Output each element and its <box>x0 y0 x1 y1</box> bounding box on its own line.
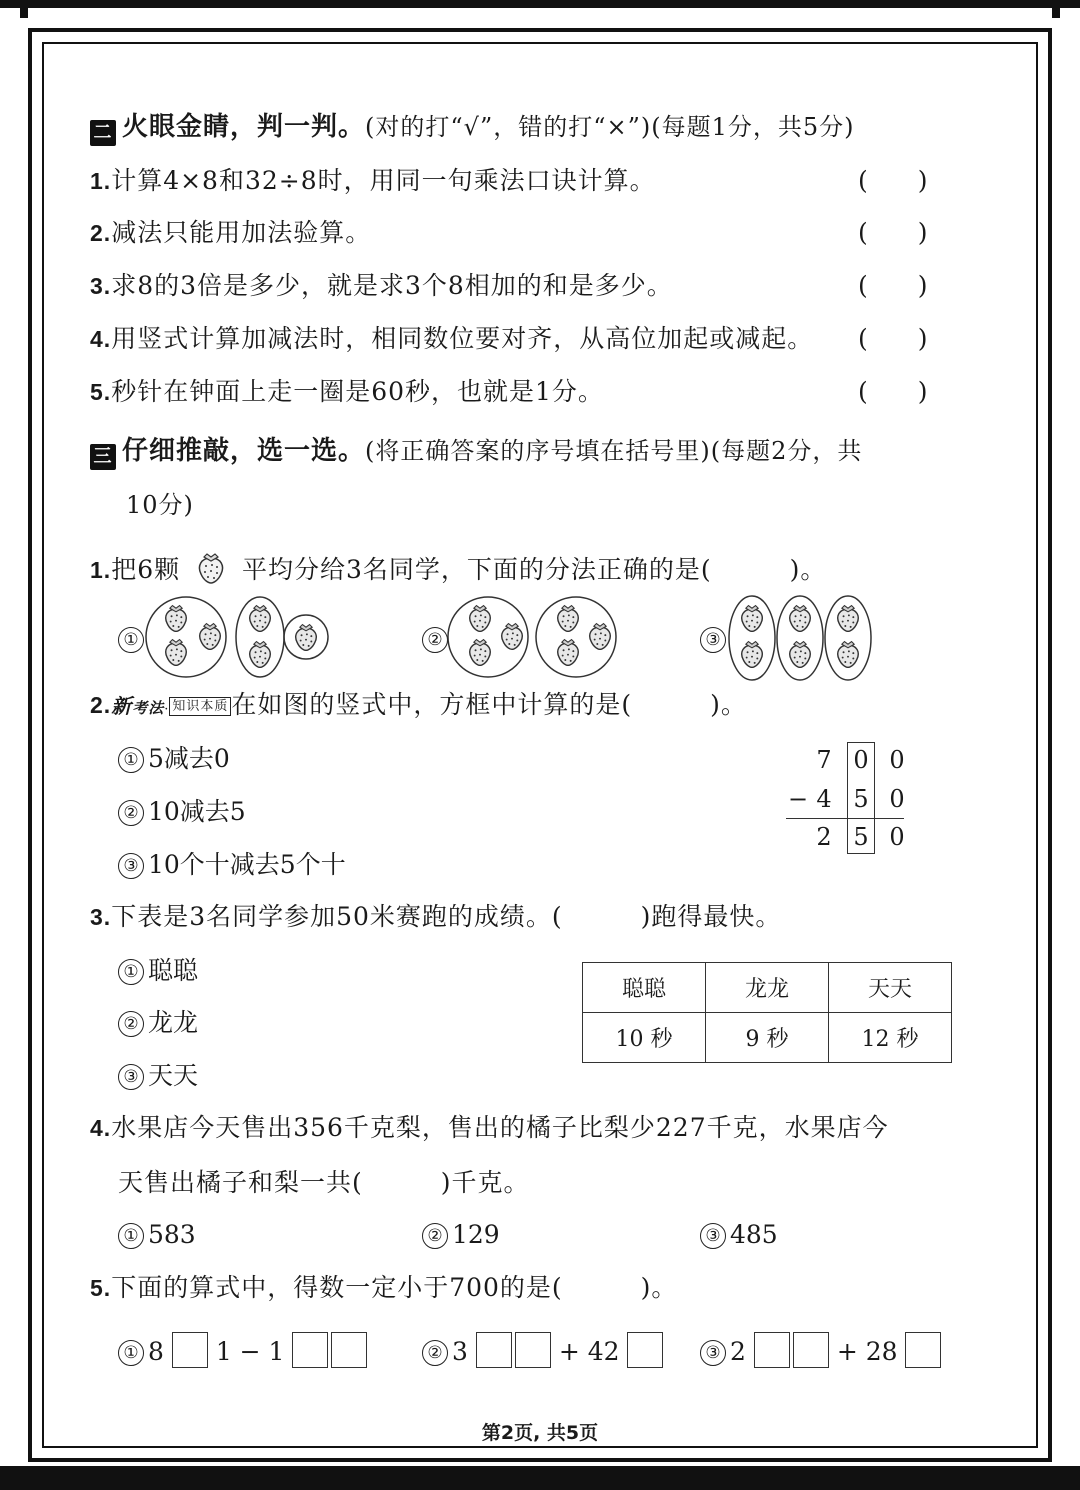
item-text: 计算4×8和32÷8时，用同一句乘法口诀计算。 <box>111 166 656 195</box>
option-mark: ② <box>118 800 144 826</box>
item-number: 4. <box>90 1115 112 1141</box>
section3-number-icon: 三 <box>90 444 116 470</box>
judge-answer-1[interactable]: ( ) <box>858 166 928 195</box>
q5-option-2[interactable] <box>422 1332 663 1368</box>
q3-option-3[interactable] <box>118 1061 198 1091</box>
item-number: 1. <box>90 557 112 583</box>
item-text: 秒针在钟面上走一圈是60秒，也就是1分。 <box>111 377 604 406</box>
table-header-cell: 龙龙 <box>706 963 829 1013</box>
option-mark: ① <box>118 1223 144 1249</box>
calc-digit: 0 <box>889 746 905 774</box>
blank-box[interactable] <box>476 1332 512 1368</box>
calc-digit: 0 <box>853 746 869 774</box>
item-number: 3. <box>90 904 112 930</box>
q5-text: 下面的算式中，得数一定小于700的是( )。 <box>111 1273 678 1302</box>
q1-text-a: 把6颗 <box>111 555 181 584</box>
section2-title: 火眼金睛，判一判。 <box>122 112 366 142</box>
option-digit: 2 <box>730 1337 746 1366</box>
tag-new: 新 <box>111 694 133 718</box>
calc-highlight-box <box>847 742 875 854</box>
option-expr: + 42 <box>558 1337 620 1366</box>
option-mark: ② <box>422 1340 448 1366</box>
q3-text: 下表是3名同学参加50米赛跑的成绩。( )跑得最快。 <box>111 902 782 931</box>
item-number: 5. <box>90 379 112 405</box>
item-number: 4. <box>90 326 112 352</box>
option-mark: ① <box>118 627 144 653</box>
q4-option-3[interactable] <box>700 1220 778 1250</box>
q2-option-3[interactable] <box>118 850 346 880</box>
top-edge-bar <box>0 0 1080 8</box>
judge-answer-3[interactable]: ( ) <box>858 271 928 300</box>
section2-number-icon: 二 <box>90 120 116 146</box>
option-text: 10个十减去5个十 <box>148 850 346 879</box>
q4-option-2[interactable] <box>422 1220 500 1250</box>
q3-option-1[interactable] <box>118 956 198 986</box>
option-text: 天天 <box>148 1061 199 1090</box>
option-mark: ② <box>118 1011 144 1037</box>
blank-box[interactable] <box>627 1332 663 1368</box>
q4-text-line1: 水果店今天售出356千克梨，售出的橘子比梨少227千克，水果店今 <box>111 1113 889 1142</box>
table-row <box>583 1013 952 1063</box>
table-cell: 10 秒 <box>583 1013 706 1063</box>
section3-instruction-cont: 10分) <box>126 491 194 519</box>
option-mark: ③ <box>118 1064 144 1090</box>
judge-item-5 <box>90 377 604 407</box>
blank-box[interactable] <box>905 1332 941 1368</box>
section3-title: 仔细推敲，选一选。 <box>122 436 366 466</box>
left-corner-mark <box>20 0 28 18</box>
item-number: 3. <box>90 273 112 299</box>
calc-digit: 5 <box>853 785 869 813</box>
option-mark: ① <box>118 1340 144 1366</box>
q4-text-line2: 天售出橘子和梨一共( )千克。 <box>118 1168 530 1197</box>
option-text: 129 <box>452 1220 500 1249</box>
choice-q4 <box>90 1113 889 1143</box>
calc-digit: 0 <box>889 785 905 813</box>
table-header-cell: 聪聪 <box>583 963 706 1013</box>
blank-box[interactable] <box>172 1332 208 1368</box>
blank-box[interactable] <box>292 1332 328 1368</box>
q5-option-3[interactable] <box>700 1332 941 1368</box>
calc-digit: 4 <box>816 785 832 813</box>
judge-item-3 <box>90 271 673 301</box>
q2-text: 在如图的竖式中，方框中计算的是( )。 <box>231 690 747 719</box>
option-expr: + 28 <box>836 1337 898 1366</box>
item-number: 5. <box>90 1275 112 1301</box>
tag-kaofa: 考法 <box>132 699 165 717</box>
section2-instruction: (对的打“√”，错的打“×”)(每题1分，共5分) <box>365 113 855 141</box>
option-text: 485 <box>730 1220 778 1249</box>
option-digit: 3 <box>452 1337 468 1366</box>
choice-q2: 2.新考法· 知识本质 在如图的竖式中，方框中计算的是( )。 <box>90 690 747 719</box>
section3-instruction: (将正确答案的序号填在括号里)(每题2分，共 <box>365 437 863 465</box>
judge-answer-4[interactable]: ( ) <box>858 324 928 353</box>
score-table <box>582 962 952 1063</box>
option-digit: 8 <box>148 1337 164 1366</box>
option-mark: ③ <box>700 627 726 653</box>
item-text: 用竖式计算加减法时，相同数位要对齐，从高位加起或减起。 <box>111 324 814 353</box>
option-mark: ② <box>422 627 448 653</box>
q3-option-2[interactable] <box>118 1008 198 1038</box>
table-row <box>583 963 952 1013</box>
table-header-cell: 天天 <box>829 963 952 1013</box>
judge-item-4 <box>90 324 813 354</box>
item-text: 减法只能用加法验算。 <box>111 218 372 247</box>
option-mark: ② <box>422 1223 448 1249</box>
calc-line <box>786 818 904 819</box>
blank-box[interactable] <box>793 1332 829 1368</box>
tag-knowledge: 知识本质 <box>169 697 231 716</box>
choice-q1 <box>90 550 826 586</box>
choice-q3 <box>90 902 781 932</box>
bottom-edge-bar <box>0 1466 1080 1490</box>
strawberry-icon <box>193 550 229 586</box>
option-mark: ③ <box>118 853 144 879</box>
q2-option-2[interactable] <box>118 797 246 827</box>
judge-answer-5[interactable]: ( ) <box>858 377 928 406</box>
option-text: 龙龙 <box>148 1008 199 1037</box>
right-corner-mark <box>1052 0 1060 18</box>
q1-text-b: 平均分给3名同学，下面的分法正确的是( )。 <box>242 555 827 584</box>
blank-box[interactable] <box>331 1332 367 1368</box>
option-mark: ① <box>118 959 144 985</box>
calc-digit: 5 <box>853 823 869 851</box>
section3-header <box>90 436 862 470</box>
calc-digit: 0 <box>889 823 905 851</box>
option-text: 10减去5 <box>148 797 246 826</box>
q1-option-2-figure <box>446 594 626 684</box>
judge-answer-2[interactable]: ( ) <box>858 218 928 247</box>
option-text: 583 <box>148 1220 196 1249</box>
section2-header <box>90 112 855 146</box>
table-cell: 9 秒 <box>706 1013 829 1063</box>
blank-box[interactable] <box>515 1332 551 1368</box>
blank-box[interactable] <box>754 1332 790 1368</box>
option-text: 聪聪 <box>148 956 199 985</box>
item-text: 求8的3倍是多少，就是求3个8相加的和是多少。 <box>111 271 673 300</box>
q4-option-1[interactable] <box>118 1220 196 1250</box>
q2-option-1[interactable] <box>118 744 230 774</box>
calc-minus: − <box>787 785 809 813</box>
option-expr: 1 − 1 <box>215 1337 285 1366</box>
option-mark: ③ <box>700 1223 726 1249</box>
calc-digit: 7 <box>816 746 832 774</box>
q1-option-1-figure <box>144 594 334 684</box>
option-mark: ③ <box>700 1340 726 1366</box>
option-text: 5减去0 <box>148 744 230 773</box>
option-mark: ① <box>118 747 144 773</box>
judge-item-2 <box>90 218 371 248</box>
q5-option-1[interactable] <box>118 1332 367 1368</box>
q1-option-3-figure <box>726 592 876 686</box>
item-number: 1. <box>90 168 112 194</box>
item-number: 2. <box>90 692 112 718</box>
choice-q5 <box>90 1273 677 1303</box>
calc-digit: 2 <box>816 823 832 851</box>
table-cell: 12 秒 <box>829 1013 952 1063</box>
judge-item-1 <box>90 166 656 196</box>
item-number: 2. <box>90 220 112 246</box>
page-footer: 第2页, 共5页 <box>481 1422 599 1444</box>
